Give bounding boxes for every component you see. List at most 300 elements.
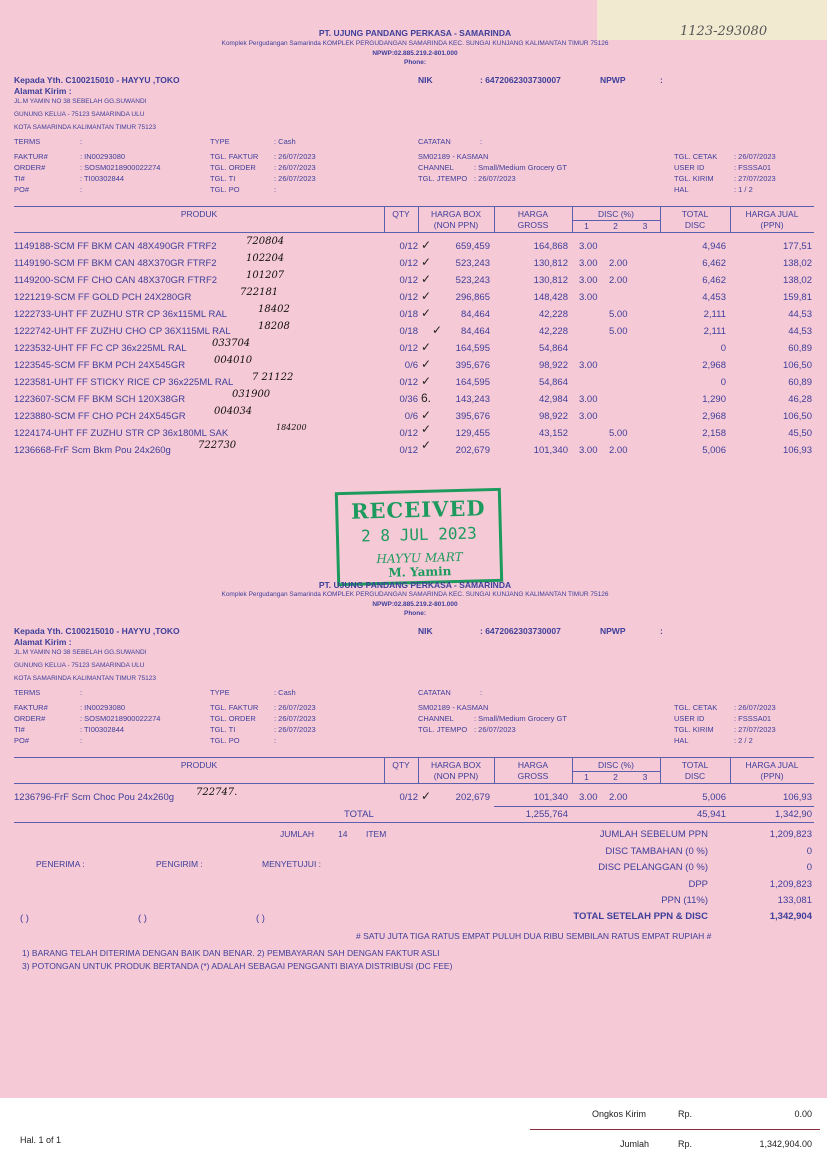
row-disc2: 2.00 xyxy=(609,258,628,269)
type-label: TYPE xyxy=(210,137,230,146)
ti-label-2: TI# xyxy=(14,725,25,734)
check-mark-icon: ✓ xyxy=(421,357,432,371)
row-produk: 1223581-UHT FF STICKY RICE CP 36x225ML RAL xyxy=(14,377,234,388)
row-harga-box: 164,595 xyxy=(455,377,490,388)
jtempo-value: : 26/07/2023 xyxy=(474,174,516,183)
ship-address-line3-2: KOTA SAMARINDA KALIMANTAN TIMUR 75123 xyxy=(14,675,156,682)
check-mark-icon: ✓ xyxy=(432,323,443,337)
tgl-kirim-label: TGL. KIRIM xyxy=(674,174,714,183)
jtempo-label-2: TGL. JTEMPO xyxy=(418,725,468,734)
jtempo-label: TGL. JTEMPO xyxy=(418,174,468,183)
row-gross: 101,340 xyxy=(533,445,568,456)
signature-box-1: ( ) xyxy=(20,913,29,924)
terms-label-2: TERMS xyxy=(14,688,41,697)
row-harga-box: 202,679 xyxy=(455,792,490,803)
col-produk-2: PRODUK xyxy=(180,760,218,770)
row-gross: 148,428 xyxy=(533,292,568,303)
disc-tambahan-label: DISC TAMBAHAN (0 %) xyxy=(605,846,708,857)
row-disc2: 2.00 xyxy=(609,792,628,803)
user-id-label: USER ID xyxy=(674,163,705,172)
row-harga-jual: 106,93 xyxy=(782,445,812,456)
po-value: : xyxy=(80,185,83,194)
tgl-ti-label: TGL. TI xyxy=(210,174,236,183)
terms-value-2: : xyxy=(80,688,83,697)
row-produk: 1222742-UHT FF ZUZHU CHO CP 36X115ML RAL xyxy=(14,326,231,337)
tgl-kirim-value-2: : 27/07/2023 xyxy=(734,725,776,734)
row-produk: 1236796-FrF Scm Choc Pou 24x260g xyxy=(14,792,175,803)
row-harga-jual: 45,50 xyxy=(788,428,812,439)
check-mark-icon: ✓ xyxy=(421,422,432,436)
hal-label: HAL xyxy=(674,185,689,194)
faktur-value: : IN00293080 xyxy=(80,152,126,161)
row-total-disc: 2,968 xyxy=(702,360,726,371)
row-harga-jual: 177,51 xyxy=(782,241,812,252)
row-produk: 1149200-SCM FF CHO CAN 48X370GR FTRF2 xyxy=(14,275,218,286)
row-disc1: 3.00 xyxy=(579,411,598,422)
row-handwritten-code: 720804 xyxy=(246,236,285,247)
order-label: ORDER# xyxy=(14,163,46,172)
row-qty: 0/12 xyxy=(399,292,418,303)
col-produk: PRODUK xyxy=(180,209,218,219)
row-qty: 0/6 xyxy=(404,411,418,422)
row-harga-jual: 46,28 xyxy=(788,394,812,405)
terbilang: # SATU JUTA TIGA RATUS EMPAT PULUH DUA RIBU SEMBILAN RATUS EMPAT RUPIAH # xyxy=(356,931,712,941)
user-id-value-2: : FSSSA01 xyxy=(734,714,772,723)
tgl-po-value: : xyxy=(274,185,277,194)
col-non-ppn: (NON PPN) xyxy=(433,220,479,230)
npwp-value-2: : xyxy=(660,626,663,636)
row-total-disc: 4,453 xyxy=(702,292,726,303)
tgl-po-label: TGL. PO xyxy=(210,185,240,194)
row-total-disc: 6,462 xyxy=(702,275,726,286)
po-label: PO# xyxy=(14,185,30,194)
row-handwritten-code: 033704 xyxy=(212,338,251,349)
company-address: Komplek Pergudangan Samarinda KOMPLEK PERGUDANGAN SAMARINDA KEC. SUNGAI KUNJANG KALIMANTAN TIMUR 75126 xyxy=(221,40,609,47)
row-harga-jual: 138,02 xyxy=(782,258,812,269)
penerima-label: PENERIMA : xyxy=(36,859,85,869)
row-gross: 164,868 xyxy=(533,241,568,252)
ship-address-label: Alamat Kirim : xyxy=(14,86,72,96)
row-harga-box: 84,464 xyxy=(460,309,490,320)
po-value-2: : xyxy=(80,736,83,745)
footer-rule xyxy=(530,1129,820,1130)
menyetujui-label: MENYETUJUI : xyxy=(262,859,322,869)
row-harga-jual: 106,50 xyxy=(782,360,812,371)
total-label: TOTAL xyxy=(344,809,374,820)
row-produk: 1236668-FrF Scm Bkm Pou 24x260g xyxy=(14,445,171,456)
company-npwp: NPWP:02.885.219.2-801.000 xyxy=(372,50,458,57)
company-name: PT. UJUNG PANDANG PERKASA - SAMARINDA xyxy=(318,28,512,38)
dpp-value: 1,209,823 xyxy=(769,879,812,890)
row-gross: 130,812 xyxy=(533,258,568,269)
row-qty: 0/18 xyxy=(399,326,418,337)
col-disc-1-2: 1 xyxy=(584,772,589,782)
row-disc1: 3.00 xyxy=(579,360,598,371)
row-qty: 0/12 xyxy=(399,343,418,354)
row-handwritten-code: 101207 xyxy=(246,270,285,281)
tgl-order-value-2: : 26/07/2023 xyxy=(274,714,316,723)
received-stamp xyxy=(335,488,503,586)
tgl-order-label-2: TGL. ORDER xyxy=(210,714,256,723)
col-gross-2: GROSS xyxy=(517,771,549,781)
faktur-label-2: FAKTUR# xyxy=(14,703,48,712)
row-qty: 0/12 xyxy=(399,792,418,803)
row-harga-jual: 159,81 xyxy=(782,292,812,303)
col-total-2: TOTAL xyxy=(681,760,709,770)
check-mark-icon: ✓ xyxy=(421,408,432,422)
ongkos-kirim-label: Ongkos Kirim xyxy=(592,1109,647,1119)
hal-value-2: : 2 / 2 xyxy=(734,736,753,745)
row-gross: 98,922 xyxy=(538,360,568,371)
ship-address-line3: KOTA SAMARINDA KALIMANTAN TIMUR 75123 xyxy=(14,124,156,131)
company-phone-2: Phone: xyxy=(403,610,427,617)
row-qty: 0/6 xyxy=(404,360,418,371)
row-harga-jual: 60,89 xyxy=(788,377,812,388)
jumlah-item: ITEM xyxy=(366,829,387,839)
catatan-value-2: : xyxy=(480,688,483,697)
row-gross: 98,922 xyxy=(538,411,568,422)
row-handwritten-code: 004010 xyxy=(214,355,253,366)
row-disc1: 3.00 xyxy=(579,258,598,269)
row-handwritten-code: 031900 xyxy=(232,389,271,400)
tgl-cetak-label-2: TGL. CETAK xyxy=(674,703,718,712)
row-harga-jual: 60,89 xyxy=(788,343,812,354)
row-harga-box: 659,459 xyxy=(455,241,490,252)
user-id-value: : FSSSA01 xyxy=(734,163,772,172)
channel-value: : Small/Medium Grocery GT xyxy=(474,163,567,172)
stamp-date: 2 8 JUL 2023 xyxy=(360,523,477,546)
customer-name-2: Kepada Yth. C100215010 - HAYYU ,TOKO xyxy=(14,626,180,636)
row-gross: 42,228 xyxy=(538,309,568,320)
hal-value: : 1 / 2 xyxy=(734,185,753,194)
row-qty: 0/18 xyxy=(399,309,418,320)
col-harga-2: HARGA xyxy=(517,760,549,770)
jumlah-label: JUMLAH xyxy=(280,829,315,839)
row-disc2: 2.00 xyxy=(609,445,628,456)
row-disc1: 3.00 xyxy=(579,292,598,303)
tgl-ti-value-2: : 26/07/2023 xyxy=(274,725,316,734)
tgl-po-label-2: TGL. PO xyxy=(210,736,240,745)
order-label-2: ORDER# xyxy=(14,714,46,723)
row-handwritten-code: 7 21122 xyxy=(252,372,294,383)
page-footer xyxy=(0,1098,827,1169)
stamp-person: M. Yamin xyxy=(388,564,452,580)
col-total-disc-2: DISC xyxy=(684,771,706,781)
row-qty: 0/12 xyxy=(399,445,418,456)
row-harga-box: 129,455 xyxy=(455,428,490,439)
row-produk: 1223607-SCM FF BKM SCH 120X38GR xyxy=(14,394,186,405)
col-harga-jual-2: HARGA JUAL xyxy=(745,760,799,770)
row-gross: 43,152 xyxy=(538,428,568,439)
table-top-rule-2 xyxy=(14,757,814,758)
row-total-disc: 5,006 xyxy=(702,792,726,803)
row-total-disc: 2,111 xyxy=(703,309,726,320)
company-npwp-2: NPWP:02.885.219.2-801.000 xyxy=(372,601,458,608)
row-harga-box: 523,243 xyxy=(455,258,490,269)
col-disc-1: 1 xyxy=(584,221,589,231)
terms-value: : xyxy=(80,137,83,146)
row-produk: 1222733-UHT FF ZUZHU STR CP 36x115ML RAL xyxy=(14,309,227,320)
tgl-ti-label-2: TGL. TI xyxy=(210,725,236,734)
row-total-disc: 2,111 xyxy=(703,326,726,337)
row-total-disc: 0 xyxy=(720,343,726,354)
ship-address-line2: GUNUNG KELUA - 75123 SAMARINDA ULU xyxy=(14,111,145,118)
ti-value-2: : TI00302844 xyxy=(80,725,125,734)
type-value: : Cash xyxy=(274,137,296,146)
row-produk: 1224174-UHT FF ZUZHU STR CP 36x180ML SAK xyxy=(14,428,229,439)
row-disc1: 3.00 xyxy=(579,394,598,405)
row-disc1: 3.00 xyxy=(579,445,598,456)
row-handwritten-code: 722181 xyxy=(240,287,279,298)
row-disc2: 5.00 xyxy=(609,428,628,439)
row-harga-box: 202,679 xyxy=(455,445,490,456)
row-disc2: 5.00 xyxy=(609,309,628,320)
row-total-disc: 4,946 xyxy=(702,241,726,252)
jumlah-count: 14 xyxy=(338,829,348,839)
pengirim-label: PENGIRIM : xyxy=(156,859,203,869)
type-value-2: : Cash xyxy=(274,688,296,697)
col-ppn-2: (PPN) xyxy=(760,771,784,781)
col-disc-3-2: 3 xyxy=(642,772,648,782)
col-disc-3: 3 xyxy=(642,221,648,231)
salesman-2: SM02189 - KASMAN xyxy=(418,703,489,712)
check-mark-icon: ✓ xyxy=(421,255,432,269)
sebelum-ppn-value: 1,209,823 xyxy=(769,829,812,840)
row-gross: 42,984 xyxy=(538,394,568,405)
signature-box-3: ( ) xyxy=(256,913,265,924)
tgl-faktur-label: TGL. FAKTUR xyxy=(210,152,259,161)
user-id-label-2: USER ID xyxy=(674,714,705,723)
disc-pelanggan-value: 0 xyxy=(806,862,812,873)
tgl-order-label: TGL. ORDER xyxy=(210,163,256,172)
tgl-faktur-label-2: TGL. FAKTUR xyxy=(210,703,259,712)
company-phone: Phone: xyxy=(403,59,427,66)
ongkos-kirim-value: 0.00 xyxy=(794,1109,812,1119)
stamp-title: RECEIVED xyxy=(350,495,486,524)
row-qty: 0/36 xyxy=(399,394,418,405)
row-total-disc: 2,968 xyxy=(702,411,726,422)
row-gross: 42,228 xyxy=(538,326,568,337)
catatan-label: CATATAN xyxy=(418,137,451,146)
order-value-2: : SOSM0218900022274 xyxy=(80,714,161,723)
customer-name: Kepada Yth. C100215010 - HAYYU ,TOKO xyxy=(14,75,180,85)
stamp-store: HAYYU MART xyxy=(376,549,463,567)
total-bottom-rule xyxy=(14,822,814,823)
order-value: : SOSM0218900022274 xyxy=(80,163,161,172)
row-handwritten-code: 722730 xyxy=(198,440,237,451)
row-harga-box: 395,676 xyxy=(455,360,490,371)
ti-label: TI# xyxy=(14,174,25,183)
col-harga-box-2: HARGA BOX xyxy=(430,760,482,770)
tgl-po-value-2: : xyxy=(274,736,277,745)
row-handwritten-code: 18402 xyxy=(258,304,290,315)
terms-label: TERMS xyxy=(14,137,41,146)
row-total-disc: 6,462 xyxy=(702,258,726,269)
row-produk: 1149190-SCM FF BKM CAN 48X370GR FTRF2 xyxy=(14,258,217,269)
ongkos-kirim-rp: Rp. xyxy=(678,1109,693,1119)
col-non-ppn-2: (NON PPN) xyxy=(433,771,479,781)
check-mark-icon: 6. xyxy=(421,391,432,405)
tgl-ti-value: : 26/07/2023 xyxy=(274,174,316,183)
disc-tambahan-value: 0 xyxy=(806,846,812,857)
tgl-order-value: : 26/07/2023 xyxy=(274,163,316,172)
check-mark-icon: ✓ xyxy=(421,340,432,354)
type-label-2: TYPE xyxy=(210,688,230,697)
col-total-disc: DISC xyxy=(684,220,706,230)
po-label-2: PO# xyxy=(14,736,30,745)
channel-label: CHANNEL xyxy=(418,163,454,172)
check-mark-icon: ✓ xyxy=(421,438,432,452)
row-produk: 1223880-SCM FF CHO PCH 24X545GR xyxy=(14,411,186,422)
npwp-label-2: NPWP xyxy=(600,626,626,636)
catatan-value: : xyxy=(480,137,483,146)
col-qty-2: QTY xyxy=(392,760,410,770)
row-qty: 0/12 xyxy=(399,377,418,388)
tgl-cetak-value: : 26/07/2023 xyxy=(734,152,776,161)
catatan-label-2: CATATAN xyxy=(418,688,451,697)
total-harga-jual: 1,342,90 xyxy=(775,809,812,820)
row-harga-box: 296,865 xyxy=(455,292,490,303)
tgl-faktur-value: : 26/07/2023 xyxy=(274,152,316,161)
sebelum-ppn-label: JUMLAH SEBELUM PPN xyxy=(599,829,708,840)
nik-value-2: : 6472062303730007 xyxy=(480,626,561,636)
row-total-disc: 2,158 xyxy=(702,428,726,439)
tgl-cetak-label: TGL. CETAK xyxy=(674,152,718,161)
row-harga-box: 523,243 xyxy=(455,275,490,286)
tgl-kirim-value: : 27/07/2023 xyxy=(734,174,776,183)
note-line-2: 3) POTONGAN UNTUK PRODUK BERTANDA (*) ADALAH SEBAGAI PENGGANTI BIAYA DISTRIBUSI (DC FEE) xyxy=(22,961,453,971)
handwritten-reference: 1123-293080 xyxy=(680,24,768,39)
nik-label: NIK xyxy=(418,75,433,85)
col-harga-jual: HARGA JUAL xyxy=(745,209,799,219)
total-disc-sum: 45,941 xyxy=(696,809,726,820)
table-header-rule xyxy=(14,232,814,233)
nik-value: : 6472062303730007 xyxy=(480,75,561,85)
npwp-value: : xyxy=(660,75,663,85)
channel-label-2: CHANNEL xyxy=(418,714,454,723)
page-number: Hal. 1 of 1 xyxy=(20,1135,62,1145)
hal-label-2: HAL xyxy=(674,736,689,745)
row-qty: 0/12 xyxy=(399,275,418,286)
row-qty: 0/12 xyxy=(399,258,418,269)
check-mark-icon: ✓ xyxy=(421,289,432,303)
jumlah-footer-label: Jumlah xyxy=(620,1139,650,1149)
row-total-disc: 1,290 xyxy=(702,394,726,405)
row-gross: 101,340 xyxy=(533,792,568,803)
row-gross: 54,864 xyxy=(538,343,568,354)
company-address-2: Komplek Pergudangan Samarinda KOMPLEK PERGUDANGAN SAMARINDA KEC. SUNGAI KUNJANG KALIMANTAN TIMUR 75126 xyxy=(221,591,609,598)
ship-address-label-2: Alamat Kirim : xyxy=(14,637,72,647)
check-mark-icon: ✓ xyxy=(421,306,432,320)
col-disc-2: DISC (%) xyxy=(598,760,634,770)
row-total-disc: 0 xyxy=(720,377,726,388)
grand-total-value: 1,342,904 xyxy=(769,911,812,922)
row-total-disc: 5,006 xyxy=(702,445,726,456)
nik-label-2: NIK xyxy=(418,626,433,636)
ship-address-line1-2: JL.M YAMIN NO 38 SEBELAH GG.SUWANDI xyxy=(14,649,147,656)
jumlah-footer-rp: Rp. xyxy=(678,1139,693,1149)
col-disc-2-2: 2 xyxy=(613,772,618,782)
row-produk: 1223532-UHT FF FC CP 36x225ML RAL xyxy=(14,343,187,354)
total-rule xyxy=(494,806,814,807)
row-produk: 1149188-SCM FF BKM CAN 48X490GR FTRF2 xyxy=(14,241,217,252)
check-mark-icon: ✓ xyxy=(421,272,432,286)
row-produk: 1223545-SCM FF BKM PCH 24X545GR xyxy=(14,360,186,371)
row-disc2: 5.00 xyxy=(609,326,628,337)
row-harga-jual: 106,50 xyxy=(782,411,812,422)
check-mark-icon: ✓ xyxy=(421,374,432,388)
dpp-label: DPP xyxy=(688,879,708,890)
signature-box-2: ( ) xyxy=(138,913,147,924)
row-harga-jual: 138,02 xyxy=(782,275,812,286)
ppn-label: PPN (11%) xyxy=(661,895,708,906)
tgl-kirim-label-2: TGL. KIRIM xyxy=(674,725,714,734)
col-ppn: (PPN) xyxy=(760,220,784,230)
check-mark-icon: ✓ xyxy=(421,238,432,252)
ship-address-line2-2: GUNUNG KELUA - 75123 SAMARINDA ULU xyxy=(14,662,145,669)
total-gross: 1,255,764 xyxy=(525,809,568,820)
row-handwritten-code: 18208 xyxy=(258,321,290,332)
note-line-1: 1) BARANG TELAH DITERIMA DENGAN BAIK DAN BENAR. 2) PEMBAYARAN SAH DENGAN FAKTUR ASLI xyxy=(22,948,440,958)
ppn-value: 133,081 xyxy=(777,895,812,906)
row-harga-box: 84,464 xyxy=(460,326,490,337)
col-harga: HARGA xyxy=(517,209,549,219)
tgl-cetak-value-2: : 26/07/2023 xyxy=(734,703,776,712)
row-disc1: 3.00 xyxy=(579,275,598,286)
row-gross: 130,812 xyxy=(533,275,568,286)
row-harga-jual: 44,53 xyxy=(788,326,812,337)
row-produk: 1221219-SCM FF GOLD PCH 24X280GR xyxy=(14,292,192,303)
row-handwritten-code: 102204 xyxy=(246,253,285,264)
grand-total-label: TOTAL SETELAH PPN & DISC xyxy=(573,911,708,922)
jumlah-footer-value: 1,342,904.00 xyxy=(759,1139,812,1149)
faktur-label: FAKTUR# xyxy=(14,152,48,161)
row-qty: 0/12 xyxy=(399,241,418,252)
row-handwritten-code: 184200 xyxy=(276,423,307,432)
npwp-label: NPWP xyxy=(600,75,626,85)
row-handwritten-code: 004034 xyxy=(214,406,253,417)
ti-value: : TI00302844 xyxy=(80,174,125,183)
faktur-value-2: : IN00293080 xyxy=(80,703,126,712)
row-harga-box: 143,243 xyxy=(455,394,490,405)
col-qty: QTY xyxy=(392,209,410,219)
jtempo-value-2: : 26/07/2023 xyxy=(474,725,516,734)
row-harga-jual: 106,93 xyxy=(782,792,812,803)
table-header-rule-2 xyxy=(14,783,814,784)
col-harga-box: HARGA BOX xyxy=(430,209,482,219)
ship-address-line1: JL.M YAMIN NO 38 SEBELAH GG.SUWANDI xyxy=(14,98,147,105)
check-mark-icon: ✓ xyxy=(421,789,432,803)
row-disc1: 3.00 xyxy=(579,241,598,252)
col-total: TOTAL xyxy=(681,209,709,219)
row-harga-box: 164,595 xyxy=(455,343,490,354)
disc-pelanggan-label: DISC PELANGGAN (0 %) xyxy=(598,862,708,873)
company-name-2: PT. UJUNG PANDANG PERKASA - SAMARINDA xyxy=(318,580,512,590)
row-harga-box: 395,676 xyxy=(455,411,490,422)
tgl-faktur-value-2: : 26/07/2023 xyxy=(274,703,316,712)
table-top-rule xyxy=(14,206,814,207)
salesman: SM02189 - KASMAN xyxy=(418,152,489,161)
col-disc: DISC (%) xyxy=(598,209,634,219)
row-gross: 54,864 xyxy=(538,377,568,388)
row-disc1: 3.00 xyxy=(579,792,598,803)
row-harga-jual: 44,53 xyxy=(788,309,812,320)
channel-value-2: : Small/Medium Grocery GT xyxy=(474,714,567,723)
col-gross: GROSS xyxy=(517,220,549,230)
row-disc2: 2.00 xyxy=(609,275,628,286)
row-qty: 0/12 xyxy=(399,428,418,439)
row-handwritten-code: 722747. xyxy=(196,787,238,798)
